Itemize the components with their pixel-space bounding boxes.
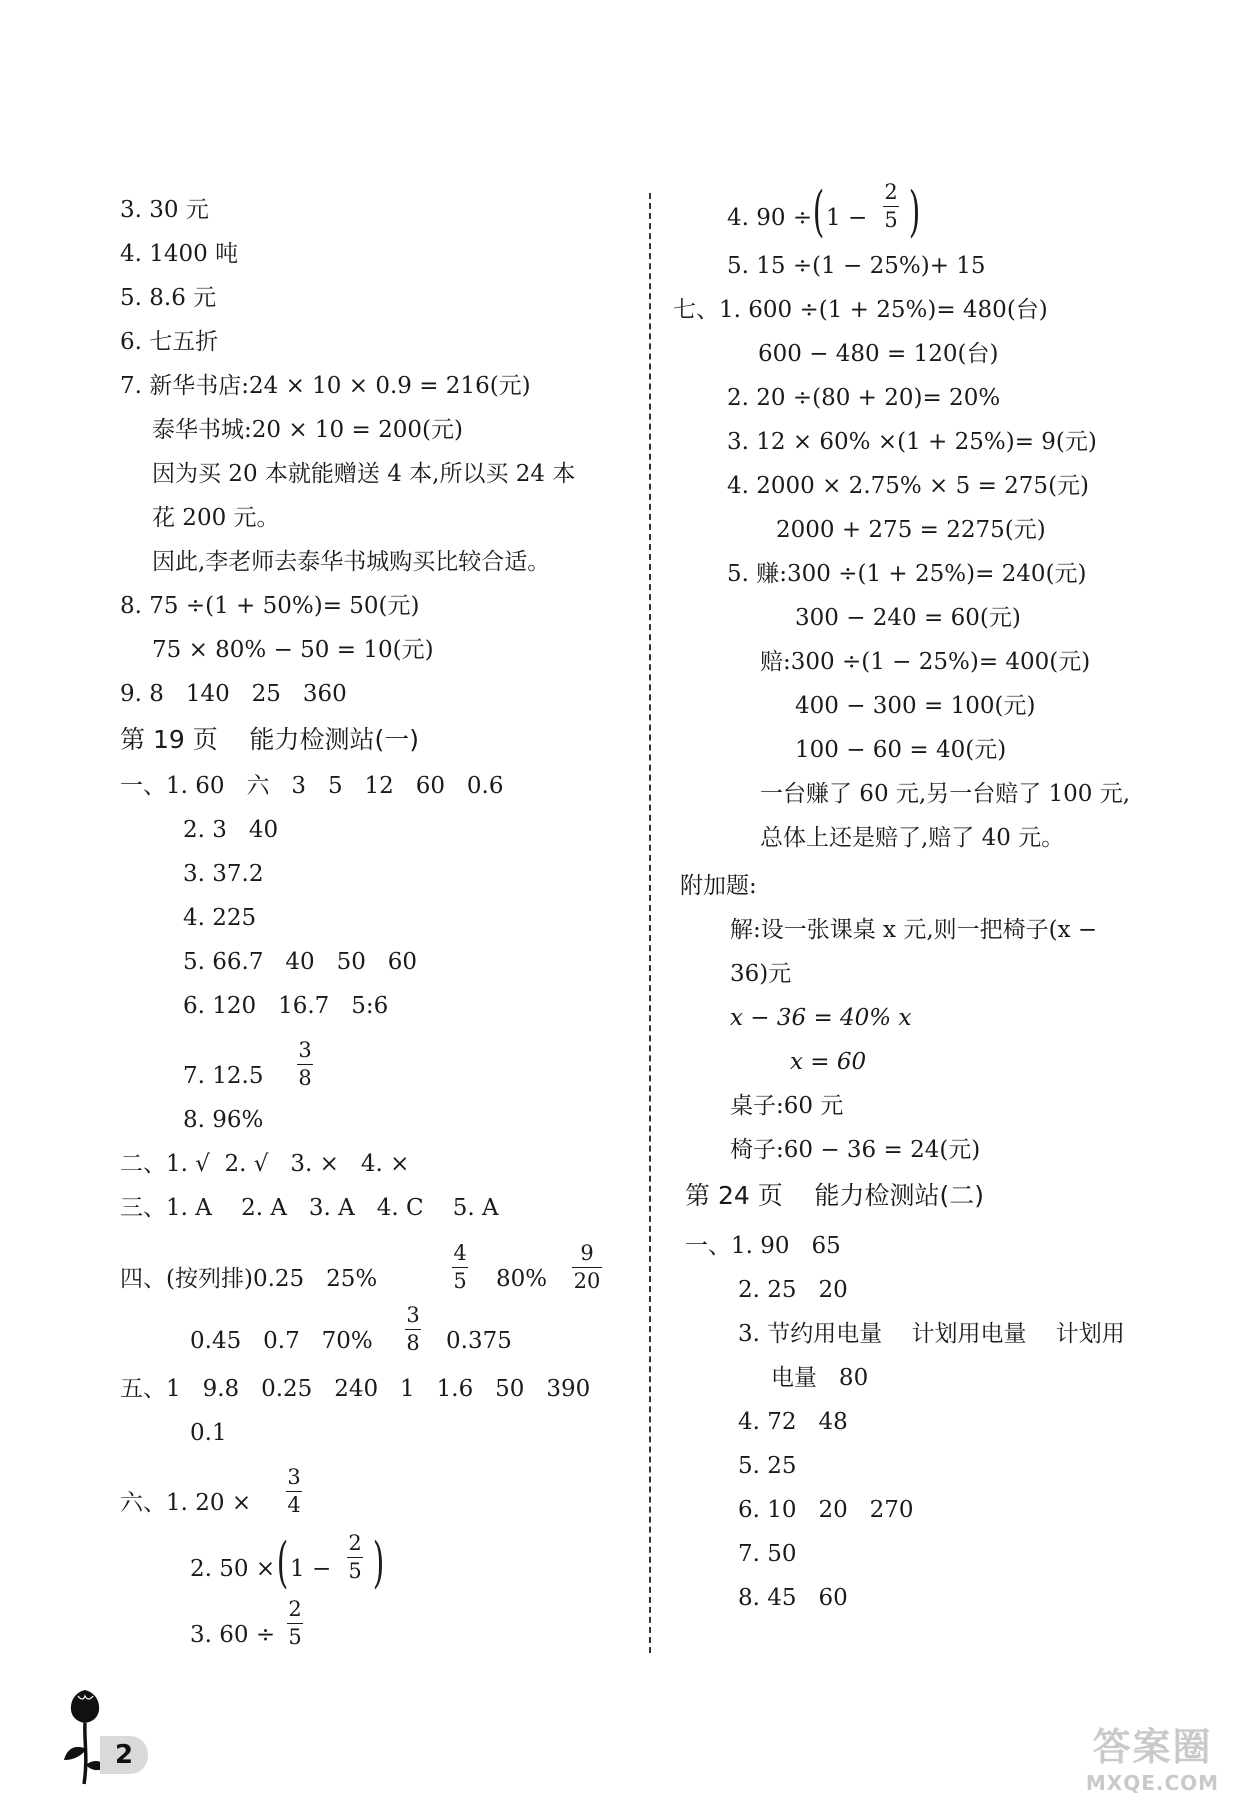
answer-line: 椅子:60 − 36 = 24(元) [730, 1137, 981, 1163]
fraction-bar [572, 1267, 602, 1268]
answer-line: 80% [496, 1266, 548, 1292]
fraction-numerator: 2 [884, 180, 898, 204]
left-paren: ( [276, 1531, 289, 1594]
fraction-numerator: 2 [348, 1531, 362, 1555]
answer-line: 8. 75 ÷(1 + 50%)= 50(元) [120, 593, 420, 619]
fraction-bar [297, 1064, 313, 1065]
section-heading: 第 24 页 能力检测站(二) [685, 1181, 984, 1210]
fraction-denominator: 20 [573, 1269, 601, 1293]
fraction-denominator: 4 [287, 1493, 301, 1517]
page-number: 2 [100, 1736, 148, 1774]
section-heading: 第 19 页 能力检测站(一) [120, 725, 419, 754]
answer-line: 5. 8.6 元 [120, 285, 217, 311]
fraction-numerator: 4 [453, 1241, 467, 1265]
answer-line: 8. 96% [183, 1107, 264, 1133]
answer-line: 2000 + 275 = 2275(元) [776, 517, 1046, 543]
answer-line: 解:设一张课桌 x 元,则一把椅子(x − [730, 917, 1098, 943]
answer-line: 0.45 0.7 70% [190, 1328, 373, 1354]
answer-line: 因此,李老师去泰华书城购买比较合适。 [152, 549, 551, 575]
fraction-bar [883, 206, 899, 207]
fraction-bar [405, 1329, 421, 1330]
answer-line: x − 36 = 40% x [730, 1005, 912, 1031]
answer-line: 1 − [290, 1556, 332, 1582]
answer-line: 花 200 元。 [152, 505, 280, 531]
answer-line: 7. 12.5 [183, 1063, 264, 1089]
column-divider [649, 193, 651, 1653]
fraction-bar [287, 1623, 303, 1624]
answer-line: 2. 50 × [190, 1556, 276, 1582]
watermark-title: 答案圈 [1092, 1725, 1213, 1769]
answer-line: 9. 8 140 25 360 [120, 681, 347, 707]
answer-line: 300 − 240 = 60(元) [795, 605, 1021, 631]
answer-line: 五、1 9.8 0.25 240 1 1.6 50 390 [120, 1376, 591, 1402]
answer-line: 电量 80 [771, 1365, 869, 1391]
fraction [572, 1243, 602, 1292]
answer-line: 3. 60 ÷ [190, 1622, 276, 1648]
answer-line: 1 − [826, 205, 868, 231]
watermark [1060, 1716, 1245, 1795]
answer-line: 4. 72 48 [738, 1409, 848, 1435]
answer-line: 6. 10 20 270 [738, 1497, 914, 1523]
fraction-numerator: 3 [287, 1465, 301, 1489]
answer-line: 一、1. 60 六 3 5 12 60 0.6 [120, 773, 504, 799]
answer-line: 泰华书城:20 × 10 = 200(元) [152, 417, 463, 443]
answer-line: 3. 37.2 [183, 861, 264, 887]
fraction [883, 182, 899, 231]
fraction-bar [347, 1557, 363, 1558]
fraction-denominator: 8 [298, 1066, 312, 1090]
answer-line: 3. 12 × 60% ×(1 + 25%)= 9(元) [727, 429, 1097, 455]
answer-line: 2. 25 20 [738, 1277, 848, 1303]
right-paren: ) [372, 1531, 385, 1594]
answer-line: 5. 66.7 40 50 60 [183, 949, 418, 975]
fraction-denominator: 5 [884, 208, 898, 232]
answer-line: 三、1. A 2. A 3. A 4. C 5. A [120, 1195, 499, 1221]
answer-line: 3. 节约用电量 计划用电量 计划用 [738, 1321, 1125, 1347]
answer-line: 4. 2000 × 2.75% × 5 = 275(元) [727, 473, 1090, 499]
fraction-denominator: 5 [453, 1269, 467, 1293]
answer-line: 4. 1400 吨 [120, 241, 239, 267]
answer-line: 0.375 [446, 1328, 512, 1354]
answer-line: 七、1. 600 ÷(1 + 25%)= 480(台) [673, 297, 1048, 323]
answer-line: 一、1. 90 65 [685, 1233, 841, 1259]
answer-line: 总体上还是赔了,赔了 40 元。 [760, 825, 1065, 851]
answer-line: 400 − 300 = 100(元) [795, 693, 1036, 719]
fraction [405, 1305, 421, 1354]
answer-line: 6. 七五折 [120, 329, 219, 355]
right-paren: ) [908, 180, 921, 243]
answer-line: 3. 30 元 [120, 197, 209, 223]
answer-line: 六、1. 20 × [120, 1490, 252, 1516]
answer-line: 5. 15 ÷(1 − 25%)+ 15 [727, 253, 986, 279]
fraction-numerator: 3 [298, 1038, 312, 1062]
fraction-numerator: 3 [406, 1303, 420, 1327]
fraction [452, 1243, 468, 1292]
watermark-url: MXQE.COM [1085, 1771, 1220, 1795]
fraction [287, 1599, 303, 1648]
answer-line: 5. 25 [738, 1453, 797, 1479]
left-paren: ( [812, 180, 825, 243]
answer-line: 四、(按列排)0.25 25% [120, 1266, 378, 1292]
fraction-numerator: 2 [288, 1597, 302, 1621]
fraction [347, 1533, 363, 1582]
fraction-bar [452, 1267, 468, 1268]
answer-line: 75 × 80% − 50 = 10(元) [152, 637, 434, 663]
answer-line: 6. 120 16.7 5:6 [183, 993, 389, 1019]
answer-line: 100 − 60 = 40(元) [795, 737, 1007, 763]
answer-line: x = 60 [790, 1049, 867, 1075]
answer-line: 一台赚了 60 元,另一台赔了 100 元, [760, 781, 1131, 807]
answer-line: 2. 3 40 [183, 817, 279, 843]
answer-line: 二、1. √ 2. √ 3. × 4. × [120, 1151, 410, 1177]
answer-line: 因为买 20 本就能赠送 4 本,所以买 24 本 [152, 461, 576, 487]
answer-line: 8. 45 60 [738, 1585, 848, 1611]
fraction-denominator: 5 [288, 1625, 302, 1649]
answer-line: 赔:300 ÷(1 − 25%)= 400(元) [760, 649, 1091, 675]
answer-line: 0.1 [190, 1420, 227, 1446]
fraction-denominator: 5 [348, 1559, 362, 1583]
fraction-bar [286, 1491, 302, 1492]
fraction [286, 1467, 302, 1516]
fraction-denominator: 8 [406, 1331, 420, 1355]
answer-line: 附加题: [680, 873, 757, 899]
answer-line: 4. 90 ÷ [727, 205, 813, 231]
fraction-numerator: 9 [580, 1241, 594, 1265]
answer-line: 桌子:60 元 [730, 1093, 844, 1119]
answer-line: 600 − 480 = 120(台) [758, 341, 999, 367]
fraction [297, 1040, 313, 1089]
answer-line: 5. 赚:300 ÷(1 + 25%)= 240(元) [727, 561, 1087, 587]
answer-line: 36)元 [730, 961, 792, 987]
answer-line: 4. 225 [183, 905, 257, 931]
answer-line: 7. 新华书店:24 × 10 × 0.9 = 216(元) [120, 373, 531, 399]
answer-line: 2. 20 ÷(80 + 20)= 20% [727, 385, 1001, 411]
answer-line: 7. 50 [738, 1541, 797, 1567]
